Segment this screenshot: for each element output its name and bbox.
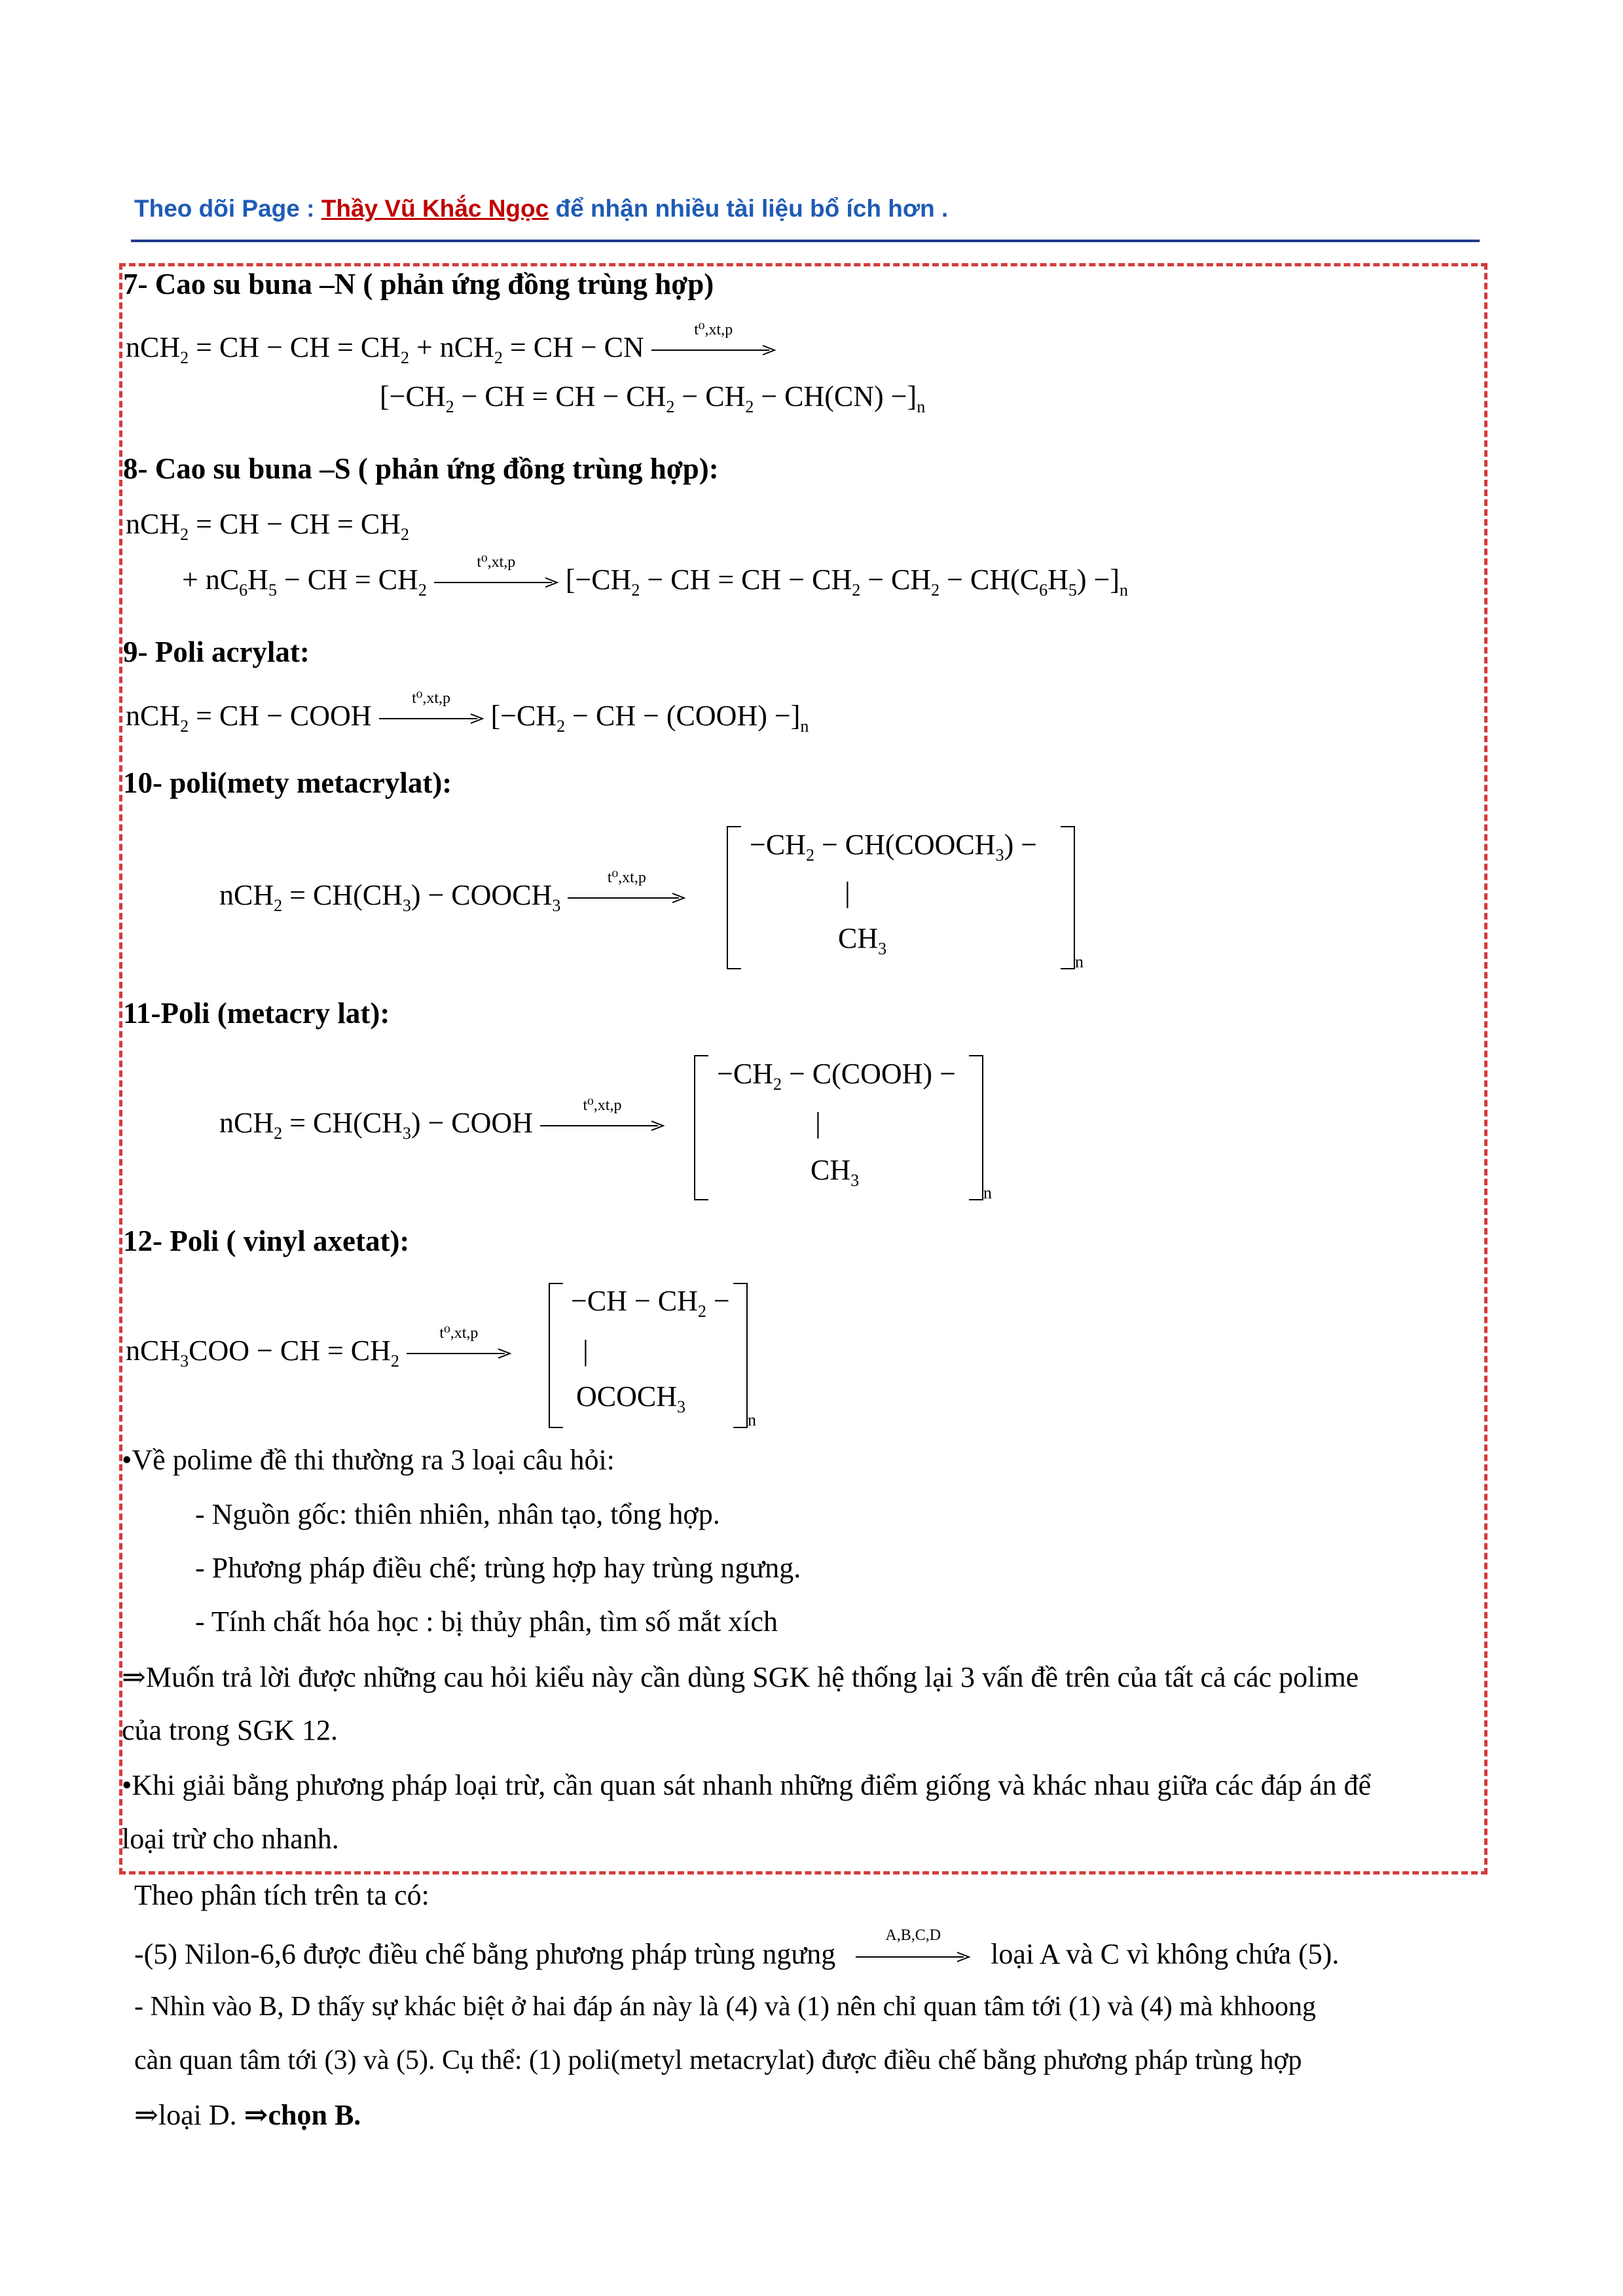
bracket-right — [969, 1055, 983, 1200]
equation-12-chain: $-CH - CH_2$ − — [571, 1285, 730, 1321]
header-page-link[interactable]: Thầy Vũ Khắc Ngọc — [321, 195, 549, 222]
equation-11-reactant: $nCH_2 = CH(CH_3)$ − COOH t⁰,xt,p — [219, 1106, 665, 1139]
analysis-line-1: Theo phân tích trên ta có: — [134, 1879, 429, 1911]
equation-9: nCH$_2$ = CH − COOH t⁰,xt,p [$-CH_2$ − CH − (COOH) $-]_n$ — [126, 689, 809, 736]
bracket-left — [694, 1055, 708, 1200]
analysis-line-4: càn quan tâm tới (3) và (5). Cụ thể: (1) poli(metyl metacrylat) được điều chế bằng phương pháp trùng hợp — [134, 2045, 1302, 2075]
abcd-arrow: A,B,C,D — [856, 1950, 970, 1964]
bracket-left — [549, 1283, 563, 1428]
section-8-title: 8- Cao su buna –S ( phản ứng đồng trùng hợp): — [123, 452, 719, 485]
equation-11-methyl: $CH_3$ — [811, 1154, 860, 1190]
equation-11-bond: | — [815, 1107, 821, 1139]
equation-10-bond: | — [845, 876, 850, 908]
bracket-right — [1061, 826, 1075, 969]
equation-12-bond: | — [583, 1335, 589, 1367]
notes-tip-1: •Khi giải bằng phương pháp loại trừ, cần quan sát nhanh những điểm giống và khác nhau giữa các đáp án để — [122, 1769, 1372, 1801]
equation-10-reactant: $nCH_2 = CH(CH_3)$ − $COOCH_3$ t⁰,xt,p — [219, 878, 685, 912]
header-prefix: Theo dõi Page : — [134, 195, 321, 222]
section-10-title: 10- poli(mety metacrylat): — [123, 766, 452, 799]
equation-10-chain: $-CH_2$ − $CH(COOCH_3)$ − — [750, 829, 1038, 865]
page-header — [134, 195, 948, 223]
equation-11-chain: $-CH_2$ − C(COOH) − — [717, 1058, 956, 1094]
header-suffix: để nhận nhiều tài liệu bổ ích hơn . — [549, 195, 949, 222]
reaction-arrow: t⁰,xt,p — [651, 344, 776, 357]
notes-item-method: - Phương pháp điều chế; trùng hợp hay trùng ngưng. — [195, 1552, 801, 1584]
equation-12-reactant: nCH$_3$COO − CH = $CH_2$ t⁰,xt,p — [126, 1334, 511, 1367]
analysis-line-2 — [134, 1926, 1340, 1971]
analysis-line-2-a: -(5) Nilon-6,6 được điều chế bằng phương pháp trùng ngưng — [134, 1938, 836, 1970]
equation-12-group: $OCOCH_3$ — [576, 1380, 686, 1416]
reaction-arrow: t⁰,xt,p — [379, 712, 484, 725]
equation-10-n: n — [1075, 952, 1084, 971]
notes-intro: •Về polime đề thi thường ra 3 loại câu hỏi: — [122, 1444, 615, 1476]
analysis-answer: ⇒chọn B. — [244, 2099, 361, 2131]
equation-7-product: [$-CH_2$ − CH = CH − $CH_2 - CH_2 - CH(CN) -]_n$ — [380, 380, 926, 416]
analysis-line-5 — [134, 2098, 361, 2132]
equation-8-reactant-1: nCH$_2$ = CH − CH = $CH_2$ — [126, 508, 409, 544]
analysis-line-2-b: loại A và C vì không chứa (5). — [991, 1938, 1340, 1970]
equation-8-line-2: + $nC_6H_5$ − CH = $CH_2$ t⁰,xt,p [$-CH_2$ − CH = CH − $CH_2 - CH_2 - CH(C_6H_5) -]_n$ — [182, 553, 1129, 600]
bracket-right — [733, 1283, 748, 1428]
section-7-title: 7- Cao su buna –N ( phản ứng đồng trùng hợp) — [123, 268, 714, 300]
notes-implication-2: của trong SGK 12. — [122, 1714, 338, 1746]
reaction-arrow: t⁰,xt,p — [540, 1119, 665, 1132]
section-11-title: 11-Poli (metacry lat): — [123, 997, 390, 1030]
bracket-left — [727, 826, 741, 969]
reaction-arrow: t⁰,xt,p — [407, 1347, 511, 1360]
reaction-arrow: t⁰,xt,p — [568, 891, 685, 905]
notes-implication-1: ⇒Muốn trả lời được những cau hỏi kiểu này cần dùng SGK hệ thống lại 3 vấn đề trên của tất cả các polime — [122, 1661, 1359, 1693]
reaction-arrow: t⁰,xt,p — [434, 576, 558, 589]
equation-7-reactants: nCH$_2$ = CH − CH = $CH_2 + nCH_2$ = CH − CN t⁰,xt,p — [126, 331, 776, 364]
section-9-title: 9- Poli acrylat: — [123, 636, 310, 668]
equation-10-methyl: $CH_3$ — [838, 922, 887, 958]
equation-11-n: n — [983, 1183, 992, 1202]
notes-tip-2: loại trừ cho nhanh. — [122, 1823, 339, 1855]
section-12-title: 12- Poli ( vinyl axetat): — [123, 1225, 410, 1257]
notes-item-property: - Tính chất hóa học : bị thủy phân, tìm số mắt xích — [195, 1605, 778, 1638]
analysis-line-3: - Nhìn vào B, D thấy sự khác biệt ở hai đáp án này là (4) và (1) nên chỉ quan tâm tới (1) và (4) mà khhoong — [134, 1992, 1317, 2022]
analysis-line-5-a: ⇒loại D. — [134, 2099, 244, 2131]
equation-12-n: n — [748, 1410, 756, 1429]
header-divider — [131, 240, 1480, 242]
notes-item-origin: - Nguồn gốc: thiên nhiên, nhân tạo, tổng hợp. — [195, 1498, 720, 1530]
